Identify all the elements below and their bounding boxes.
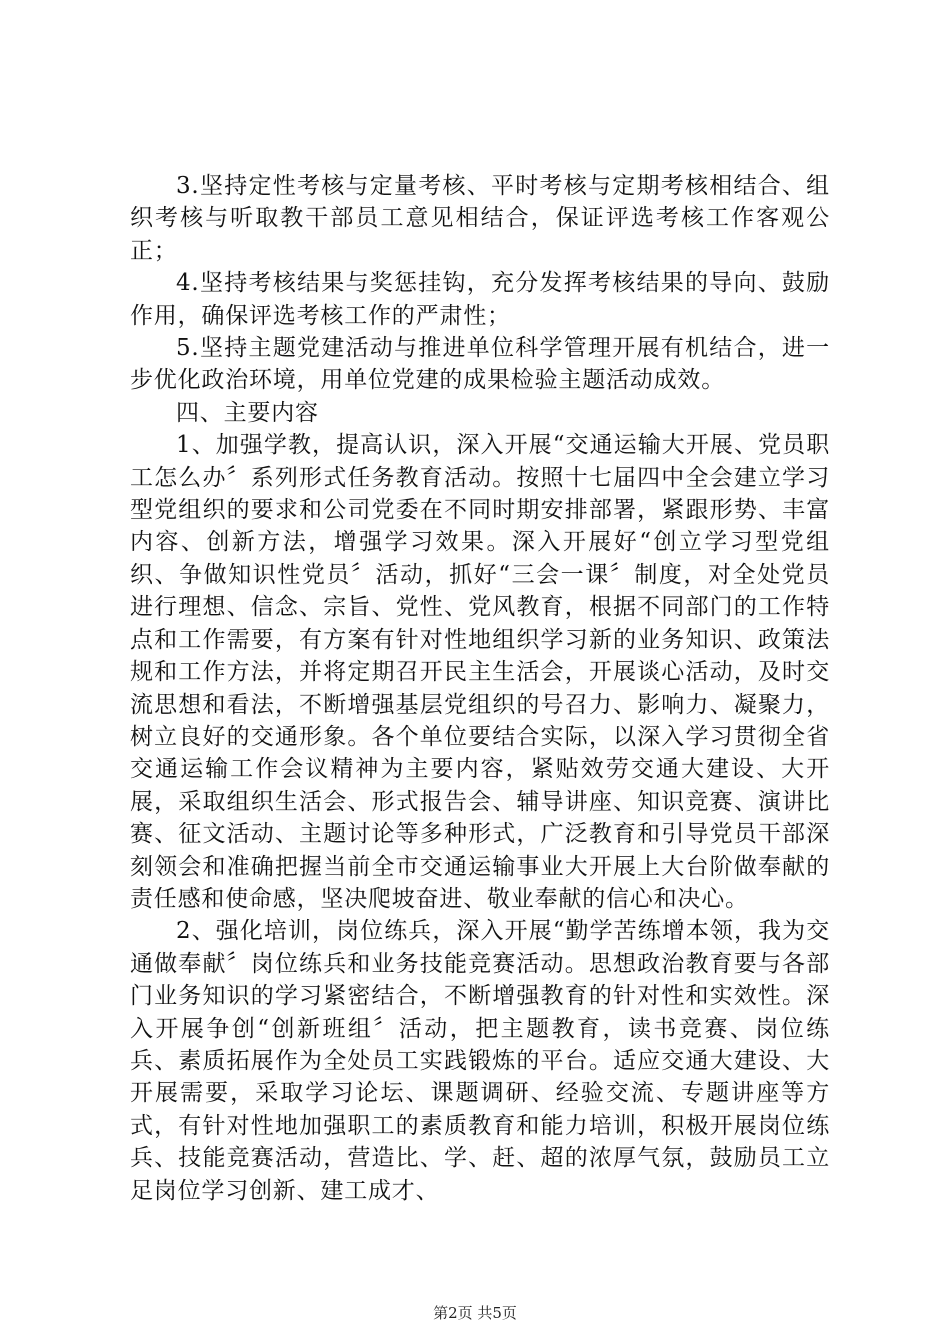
paragraph-content-1: 1、加强学教，提高认识，深入开展“交通运输大开展、党员职工怎么办〞系列形式任务教育活动。按照十七届四中全会建立学习型党组织的要求和公司党委在不同时期安排部署，紧跟形势、丰富内容、创新方法，增强学习效果。深入开展好“创立学习型党组织、争做知识性党员〞活动，抓好“三会一课〞制度，对全处党员进行理想、信念、宗旨、党性、党风教育，根据不同部门的工作特点和工作需要，有方案有针对性地组织学习新的业务知识、政策法规和工作方法，并将定期召开民主生活会，开展谈心活动，及时交流思想和看法，不断增强基层党组织的号召力、影响力、凝聚力，树立良好的交通形象。各个单位要结合实际，以深入学习贯彻全省交通运输工作会议精神为主要内容，紧贴效劳交通大建设、大开展，采取组织生活会、形式报告会、辅导讲座、知识竞赛、演讲比赛、征文活动、主题讨论等多种形式，广泛教育和引导党员干部深刻领会和准确把握当前全市交通运输事业大开展上大台阶做奉献的责任感和使命感，坚决爬坡奋进、敬业奉献的信心和决心。 (130, 432, 830, 912)
document-body (130, 170, 830, 1207)
paragraph-item-4: 4.坚持考核结果与奖惩挂钩，充分发挥考核结果的导向、鼓励作用，确保评选考核工作的严肃性； (130, 270, 830, 329)
paragraph-item-5: 5.坚持主题党建活动与推进单位科学管理开展有机结合，进一步优化政治环境，用单位党建的成果检验主题活动成效。 (130, 335, 830, 394)
page-footer: 第2页 共5页 (433, 1304, 517, 1322)
paragraph-item-3: 3.坚持定性考核与定量考核、平时考核与定期考核相结合、组织考核与听取教干部员工意见相结合，保证评选考核工作客观公正； (130, 173, 830, 264)
paragraph-content-2: 2、强化培训，岗位练兵，深入开展“勤学苦练增本领，我为交通做奉献〞岗位练兵和业务技能竞赛活动。思想政治教育要与各部门业务知识的学习紧密结合，不断增强教育的针对性和实效性。深入开展争创“创新班组〞活动，把主题教育，读书竞赛、岗位练兵、素质拓展作为全处员工实践锻炼的平台。适应交通大建设、大开展需要，采取学习论坛、课题调研、经验交流、专题讲座等方式，有针对性地加强职工的素质教育和能力培训，积极开展岗位练兵、技能竞赛活动，营造比、学、赶、超的浓厚气氛，鼓励员工立足岗位学习创新、建工成才、 (130, 918, 830, 1204)
section-heading: 四、主要内容 (176, 399, 319, 426)
